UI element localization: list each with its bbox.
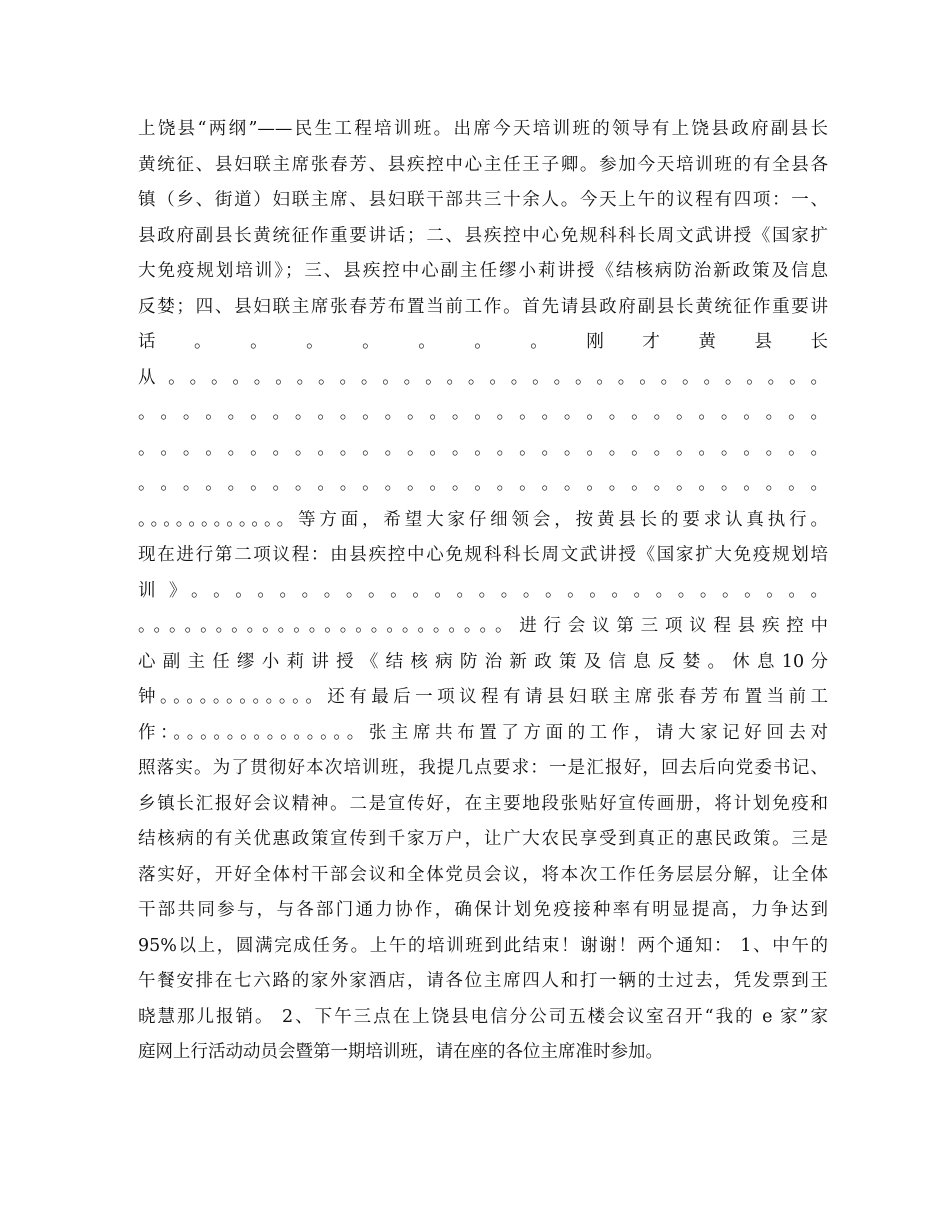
body-text: [138, 112, 828, 1071]
text-line: 。。。。。。。。。。。。。。。。。。。。。。。。进行会议第三项议程县疾控中: [138, 616, 828, 636]
text-line: 钟。。。。。。。。。。。。还有最后一项议程有请县妇联主席张春芳布置当前工: [138, 687, 828, 707]
text-line: 95%以上，圆满完成任务。上午的培训班到此结束！谢谢！两个通知： 1、中午的: [138, 935, 828, 956]
text-line: 大免疫规划培训》；三、县疾控中心副主任缪小莉讲授《结核病防治新政策及信息: [138, 261, 828, 281]
text-line: 作：。。。。。。。。。。。。。。张主席共布置了方面的工作，请大家记好回去对: [138, 722, 828, 743]
text-line: 上饶县“两纲”——民生工程培训班。出席今天培训班的领导有上饶县政府副县长: [138, 119, 828, 139]
text-line: 黄统征、县妇联主席张春芳、县疾控中心主任王子卿。参加今天培训班的有全县各: [138, 154, 828, 175]
text-line: 落实好，开好全体村干部会议和全体党员会议，将本次工作任务层层分解，让全体: [138, 864, 828, 885]
text-line: 话 。 。 。 。 。 。 。 刚 才 黄 县 长: [138, 332, 828, 352]
text-line: 现在进行第二项议程：由县疾控中心免规科科长周文武讲授《国家扩大免疫规划培: [138, 545, 828, 565]
text-line: 庭网上行活动动员会暨第一期培训班，请在座的各位主席准时参加。: [138, 1042, 663, 1062]
text-line: 乡镇长汇报好会议精神。二是宣传好，在主要地段张贴好宣传画册，将计划免疫和: [138, 793, 828, 814]
text-line: 。。。。。。。。。。。。。。。。。。。。。。。。。。。。。。。: [138, 403, 828, 423]
text-line: 结核病的有关优惠政策宣传到千家万户，让广大农民享受到真正的惠民政策。三是: [138, 829, 828, 849]
text-line: 晓慧那儿报销。 2、下午三点在上饶县电信分公司五楼会议室召开“我的 e 家”家: [138, 1006, 828, 1027]
text-line: 。。。。。。。。。。。。。。。。。。。。。。。。。。。。。。。: [138, 474, 828, 494]
text-line: 。。。。。。。。。。。。等方面，希望大家仔细领会，按黄县长的要求认真执行。: [138, 509, 828, 530]
text-line: 午餐安排在七六路的家外家酒店，请各位主席四人和打一辆的士过去，凭发票到王: [138, 971, 828, 991]
text-line: 训》。。。。。。。。。。。。。。。。。。。。。。。。。。。。。: [138, 580, 828, 601]
text-line: 干部共同参与，与各部门通力协作，确保计划免疫接种率有明显提高，力争达到: [138, 900, 828, 920]
text-line: 心 副 主 任 缪 小 莉 讲 授 《 结 核 病 防 治 新 政 策 及 信 息 反 婪 。 休 息 10 分: [138, 651, 828, 672]
text-line: 镇（乡、街道）妇联主席、县妇联干部共三十余人。今天上午的议程有四项：一、: [138, 190, 828, 210]
text-line: 反婪；四、县妇联主席张春芳布置当前工作。首先请县政府副县长黄统征作重要讲: [138, 296, 828, 317]
text-line: 县政府副县长黄统征作重要讲话；二、县疾控中心免规科科长周文武讲授《国家扩: [138, 225, 828, 246]
text-line: 从。。。。。。。。。。。。。。。。。。。。。。。。。。。。。。。: [138, 367, 828, 388]
text-line: 。。。。。。。。。。。。。。。。。。。。。。。。。。。。。。。: [138, 438, 828, 459]
text-line: 照落实。为了贯彻好本次培训班，我提几点要求：一是汇报好，回去后向党委书记、: [138, 758, 828, 778]
